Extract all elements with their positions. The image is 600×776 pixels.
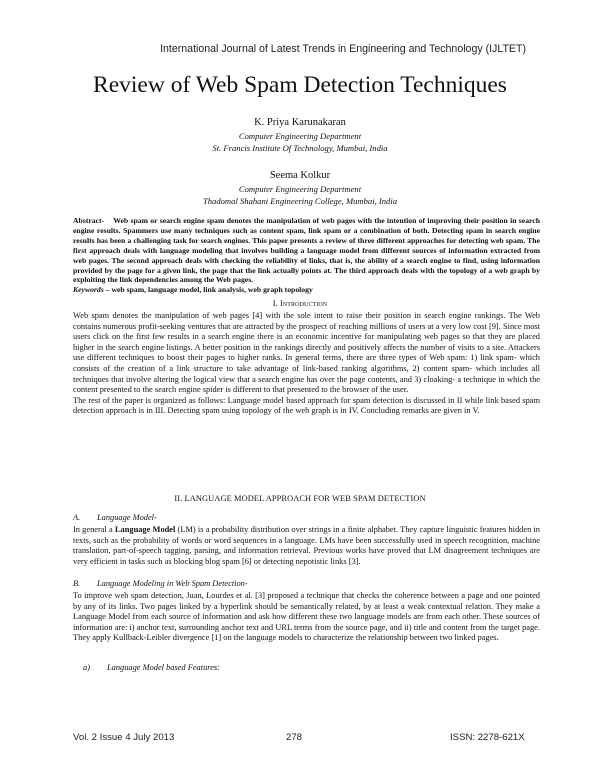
footer-page-number: 278 [286,732,303,743]
keywords-list: – web spam, language model, link analysis, web graph topology [103,285,313,294]
author-name-1: K. Priya Karunakaran [254,117,346,128]
section-heading-language-model: II. LANGUAGE MODEL APPROACH FOR WEB SPAM DETECTION [174,494,426,503]
bold-term: Language Model [114,525,176,534]
author-name-2: Seema Kolkur [269,170,331,181]
author-institution-1: St. Francis Institute Of Technology, Mumbai, India [212,143,388,153]
author-dept-2: Computer Engineering Department [238,184,362,194]
footer-issue: Vol. 2 Issue 4 July 2013 [73,732,175,743]
subsubsection-heading-a [83,663,220,672]
keywords-label: Keywords [73,285,104,294]
subsection-number: B. [73,579,81,588]
subsection-heading-b [73,579,248,588]
subsection-heading-a [73,513,157,522]
author-institution-2: Thadomal Shahani Engineering College, Mumbai, India [202,196,398,206]
section-number: I. [272,299,280,308]
text-span: In general a [73,525,115,534]
abstract: Abstract- Web spam or search engine spam denotes the manipulation of web pages with the intention of improving their position in search engine results. Spammers use many techniques such as content spam, link spam or a combination of both. Detecting spam in search engine results has been a challenging task for search engines. This paper presents a review of three different approaches for detecting web spam. The first approach deals with language modeling that involves building a language model from different sources of information extracted from web pages. The second approach deals with checking the reliability of links, that is, the ability of a search engine to find, using information provided by the page for a given link, the page that the link actually points at. The third approach deals with the topology of a web graph by exploiting the link dependencies among the Web pages. [73,216,540,285]
author-dept-1: Computer Engineering Department [238,131,362,141]
text-span: (LM) is a probability distribution over strings in a finite alphabet. They capture linguistic features hidden in texts, such as the probability of words or word sequences in a language. LMs have been successfully used in speech recognition, machine translation, part-of-speech tagging, parsing, and information retrieval. Previous works have proved that LM disagreement techniques are very efficient in tasks such as blocking blog spam [6] or detecting nepotistic links [3]. [73,525,540,566]
language-modeling-paragraph: To improve web spam detection, Juan, Lourdes et al. [3] proposed a technique that checks the coherence between a page and one pointed by any of its links. Two pages linked by a hyperlink should be semantically related, by at least a weak contextual relation. They make a Language Model from each source of information and ask how different these two language models are from each other. These sources of information are: i) anchor text, surrounding anchor text and URL terms from the source page, and ii) title and content from the target page. They apply Kullback-Leibler divergence [1] on the language models to characterize the relationship between two linked pages. [73,591,540,643]
section-title: Introduction [279,299,328,308]
section-heading-introduction [0,299,600,308]
subsection-number: a) [83,663,90,672]
paper-title: Review of Web Spam Detection Techniques [93,72,507,98]
subsection-title: Language Model- [97,513,157,522]
introduction-body [73,311,540,417]
subsection-title: Language Modeling in Web Spam Detection- [97,579,248,588]
intro-paragraph-2: The rest of the paper is organized as follows: Language model based approach for spam detection is discussed in II while link based spam detection approach is in III. Detecting spam using topology of the web graph is in IV. Concluding remarks are given in V. [73,395,540,416]
footer-issn: ISSN: 2278-621X [450,732,525,743]
language-model-paragraph [73,525,540,567]
subsection-title: Language Model based Features: [107,663,220,672]
intro-paragraph-1: Web spam denotes the manipulation of web pages [4] with the sole intent to raise their position in search engine rankings. The Web contains numerous profit-seeking ventures that are attracted by the prospect of reaching millions of users at a very low cost [9]. Since most users click on the first few results in a search engine there is an economic incentive for manipulating web pages so that they are placed higher in the search engine listings. A better position in the rankings directly and positively affects the number of visits to a site. Attackers use different techniques to boost their pages to higher ranks. In general terms, there are three types of Web spam: 1) link spam- which consists of the creation of a link structure to take advantage of link-based ranking algorithms, 2) content spam- which includes all techniques that involve altering the logical view that a search engine has over the page contents, and 3) cloaking- a technique in which the content presented to the search engine spider is different to that presented to the browser of the user. [73,311,540,395]
keywords [73,285,540,296]
journal-header: International Journal of Latest Trends in Engineering and Technology (IJLTET) [160,43,526,55]
subsection-number: A. [73,513,81,522]
